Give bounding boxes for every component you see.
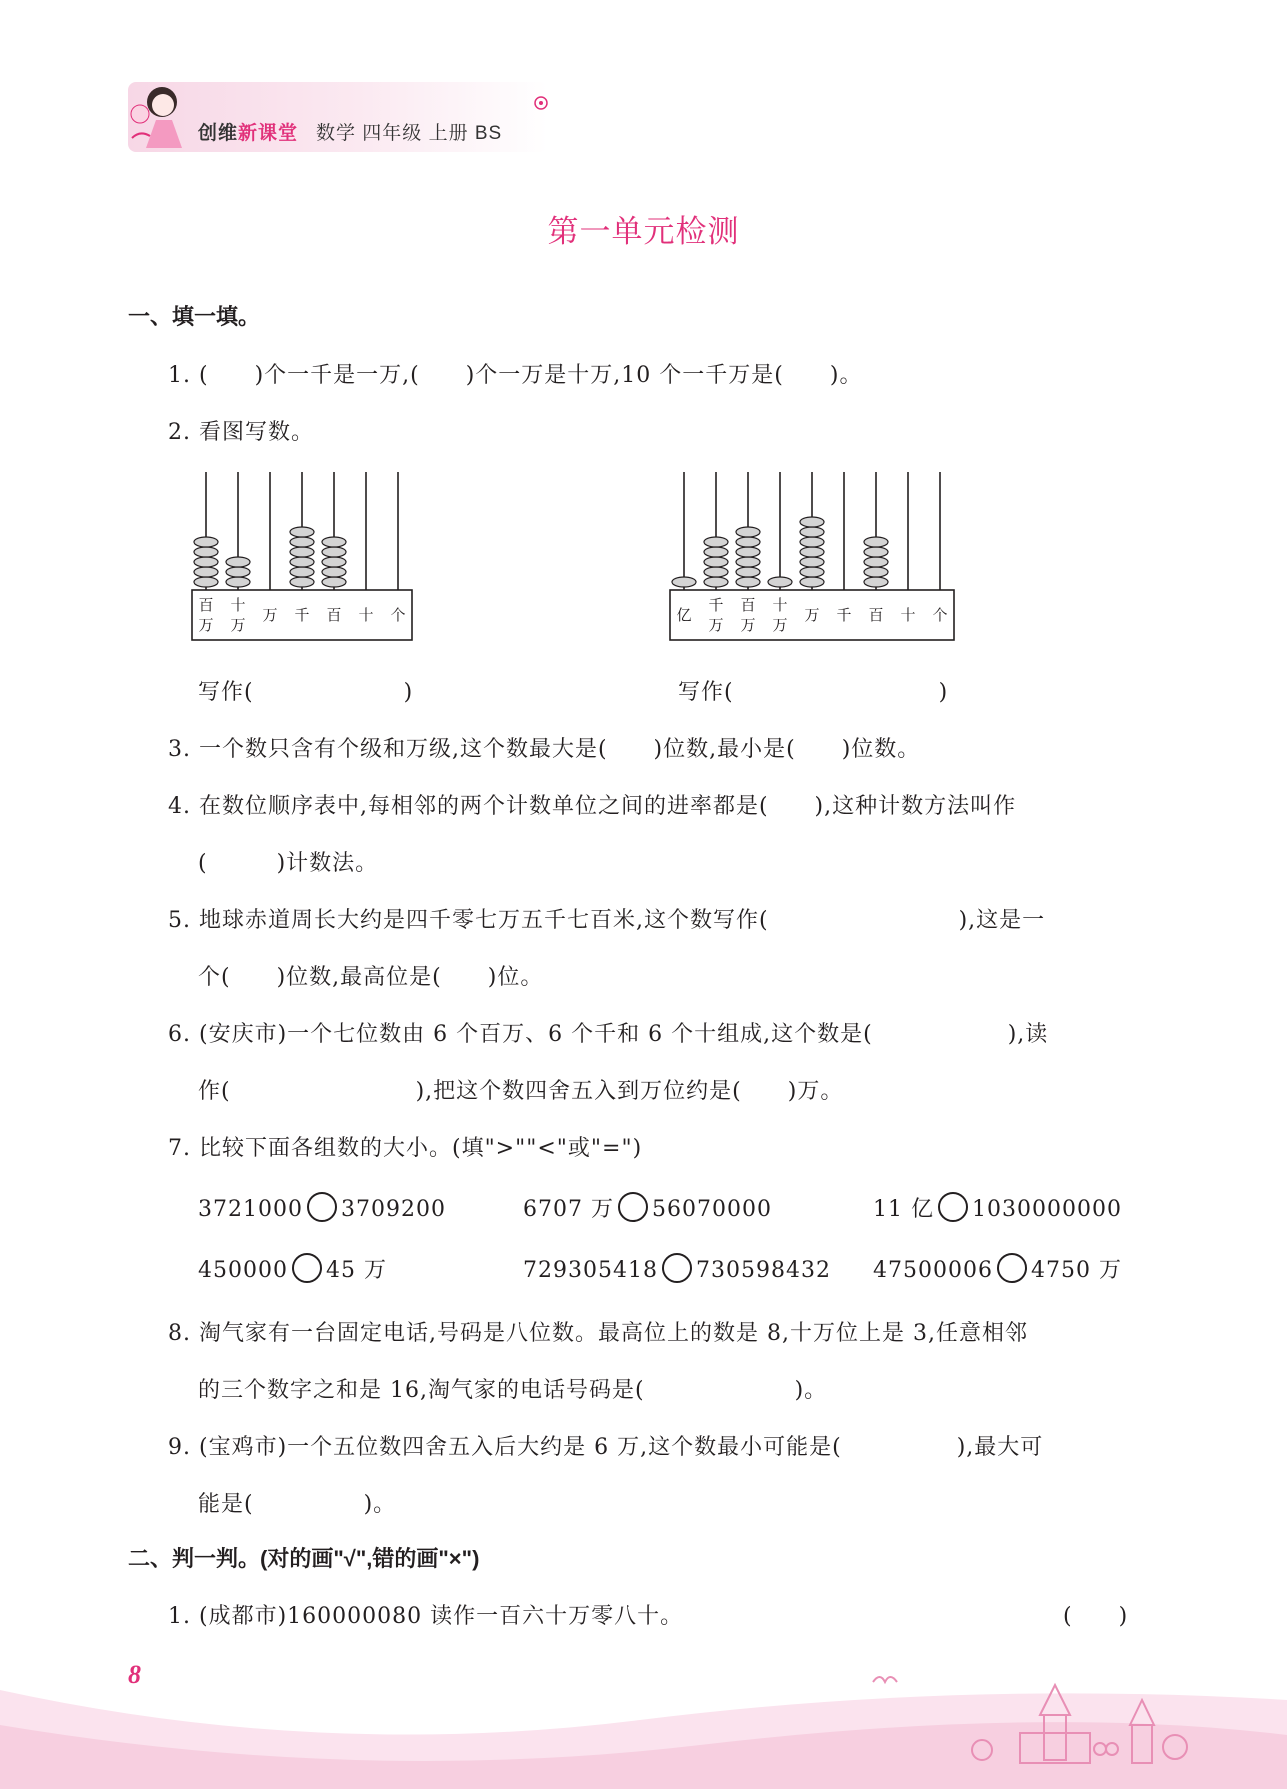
- abacus-bead: [800, 567, 824, 577]
- judge-answer-paren[interactable]: ( ): [1063, 1604, 1129, 1629]
- question-8-line2: 的三个数字之和是 16,淘气家的电话号码是( )。: [198, 1378, 828, 1403]
- abacus-bead: [194, 577, 218, 587]
- abacus-bead: [322, 557, 346, 567]
- abacus-bead: [800, 547, 824, 557]
- section-heading-judge: 二、判一判。(对的画"√",错的画"×"): [128, 1546, 480, 1571]
- compare-circle[interactable]: [307, 1192, 337, 1222]
- write-label: 写作(: [198, 680, 254, 705]
- abacus-bead: [194, 567, 218, 577]
- abacus-place-label: 十: [358, 606, 374, 624]
- abacus-place-label: 亿: [676, 606, 692, 624]
- abacus-bead: [290, 577, 314, 587]
- abacus-bead: [864, 537, 888, 547]
- abacus-bead: [800, 577, 824, 587]
- abacus-place-label: 千: [294, 606, 310, 624]
- abacus-bead: [290, 567, 314, 577]
- abacus-bead: [736, 527, 760, 537]
- question-9-line1: 9. (宝鸡市)一个五位数四舍五入后大约是 6 万,这个数最小可能是( ),最大可: [168, 1435, 1044, 1460]
- castle-illustration-icon: [960, 1655, 1210, 1775]
- abacus-bead: [736, 537, 760, 547]
- abacus-bead: [226, 567, 250, 577]
- abacus-bead: [768, 577, 792, 587]
- compare-item: 729305418 730598432: [523, 1253, 831, 1283]
- abacus-2: [668, 468, 978, 648]
- compare-item: 47500006 4750 万: [873, 1253, 1122, 1284]
- judge-question-1: 1. (成都市)160000080 读作一百六十万零八十。: [168, 1604, 684, 1629]
- abacus-bead: [736, 577, 760, 587]
- abacus-2-answer: 写作( ): [678, 680, 949, 705]
- question-6-line1: 6. (安庆市)一个七位数由 6 个百万、6 个千和 6 个十组成,这个数是( ),读: [168, 1022, 1049, 1047]
- abacus-bead: [864, 567, 888, 577]
- question-5-line1: 5. 地球赤道周长大约是四千零七万五千七百米,这个数写作( ),这是一: [168, 908, 1046, 933]
- abacus-bead: [704, 567, 728, 577]
- abacus-bead: [864, 557, 888, 567]
- brand-name-accent: 新课堂: [238, 123, 299, 144]
- abacus-bead: [290, 547, 314, 557]
- abacus-bead: [704, 547, 728, 557]
- compare-item: 3721000 3709200: [198, 1192, 446, 1222]
- abacus-place-label: 万: [262, 606, 278, 624]
- abacus-bead: [194, 557, 218, 567]
- abacus-bead: [800, 557, 824, 567]
- compare-item: 11 亿 1030000000: [873, 1192, 1122, 1223]
- abacus-bead: [290, 557, 314, 567]
- abacus-place-label: 十: [772, 596, 788, 614]
- question-1: 1. ( )个一千是一万,( )个一万是十万,10 个一千万是( )。: [168, 363, 863, 388]
- question-4-line2: ( )计数法。: [198, 851, 379, 876]
- abacus-bead: [194, 547, 218, 557]
- abacus-bead: [704, 577, 728, 587]
- abacus-place-label: 万: [198, 616, 214, 634]
- abacus-place-label: 千: [836, 606, 852, 624]
- girl-mascot-icon: [126, 78, 196, 154]
- compare-circle[interactable]: [938, 1192, 968, 1222]
- bird-icon: [870, 1668, 900, 1692]
- abacus-bead: [864, 577, 888, 587]
- brand-name: 创维: [198, 123, 239, 144]
- abacus-place-label: 十: [900, 606, 916, 624]
- abacus-place-label: 百: [326, 606, 342, 624]
- abacus-bead: [290, 537, 314, 547]
- abacus-place-label: 万: [230, 616, 246, 634]
- abacus-bead: [226, 557, 250, 567]
- section-heading-fill: 一、填一填。: [128, 304, 261, 329]
- abacus-bead: [194, 537, 218, 547]
- abacus-place-label: 百: [868, 606, 884, 624]
- abacus-bead: [736, 567, 760, 577]
- compare-circle[interactable]: [662, 1253, 692, 1283]
- abacus-bead: [704, 537, 728, 547]
- question-2: 2. 看图写数。: [168, 420, 314, 445]
- write-label: 写作(: [678, 680, 734, 705]
- question-5-line2: 个( )位数,最高位是( )位。: [198, 965, 544, 990]
- header-text: [198, 118, 502, 145]
- question-4-line1: 4. 在数位顺序表中,每相邻的两个计数单位之间的进率都是( ),这种计数方法叫作: [168, 794, 1017, 819]
- compare-item: 6707 万 56070000: [523, 1192, 772, 1223]
- abacus-place-label: 百: [198, 596, 214, 614]
- abacus-place-label: 个: [932, 606, 948, 624]
- abacus-bead: [704, 557, 728, 567]
- compare-circle[interactable]: [292, 1253, 322, 1283]
- abacus-bead: [322, 577, 346, 587]
- abacus-1: [190, 468, 430, 648]
- question-3: 3. 一个数只含有个级和万级,这个数最大是( )位数,最小是( )位数。: [168, 737, 921, 762]
- abacus-bead: [800, 537, 824, 547]
- question-8-line1: 8. 淘气家有一台固定电话,号码是八位数。最高位上的数是 8,十万位上是 3,任意相邻: [168, 1321, 1028, 1346]
- abacus-place-label: 万: [708, 616, 724, 634]
- abacus-bead: [322, 537, 346, 547]
- abacus-bead: [864, 547, 888, 557]
- abacus-place-label: 万: [740, 616, 756, 634]
- compare-item: 450000 45 万: [198, 1253, 387, 1284]
- abacus-place-label: 百: [740, 596, 756, 614]
- flower-icon: [530, 92, 552, 114]
- abacus-bead: [672, 577, 696, 587]
- compare-circle[interactable]: [618, 1192, 648, 1222]
- abacus-bead: [322, 547, 346, 557]
- question-6-line2: 作( ),把这个数四舍五入到万位约是( )万。: [198, 1079, 844, 1104]
- book-subtitle: 数学 四年级 上册 BS: [316, 123, 503, 144]
- page-title: 第一单元检测: [547, 214, 740, 249]
- abacus-bead: [736, 557, 760, 567]
- abacus-bead: [736, 547, 760, 557]
- abacus-place-label: 千: [708, 596, 724, 614]
- abacus-bead: [322, 567, 346, 577]
- abacus-place-label: 万: [772, 616, 788, 634]
- question-7: 7. 比较下面各组数的大小。(填">""<"或"="): [168, 1136, 643, 1161]
- compare-circle[interactable]: [997, 1253, 1027, 1283]
- abacus-bead: [800, 517, 824, 527]
- abacus-bead: [226, 577, 250, 587]
- question-9-line2: 能是( )。: [198, 1492, 397, 1517]
- abacus-place-label: 个: [390, 606, 406, 624]
- abacus-place-label: 万: [804, 606, 820, 624]
- abacus-1-answer: 写作( ): [198, 680, 414, 705]
- abacus-bead: [290, 527, 314, 537]
- abacus-bead: [800, 527, 824, 537]
- abacus-place-label: 十: [230, 596, 246, 614]
- page-number: 8: [128, 1660, 141, 1689]
